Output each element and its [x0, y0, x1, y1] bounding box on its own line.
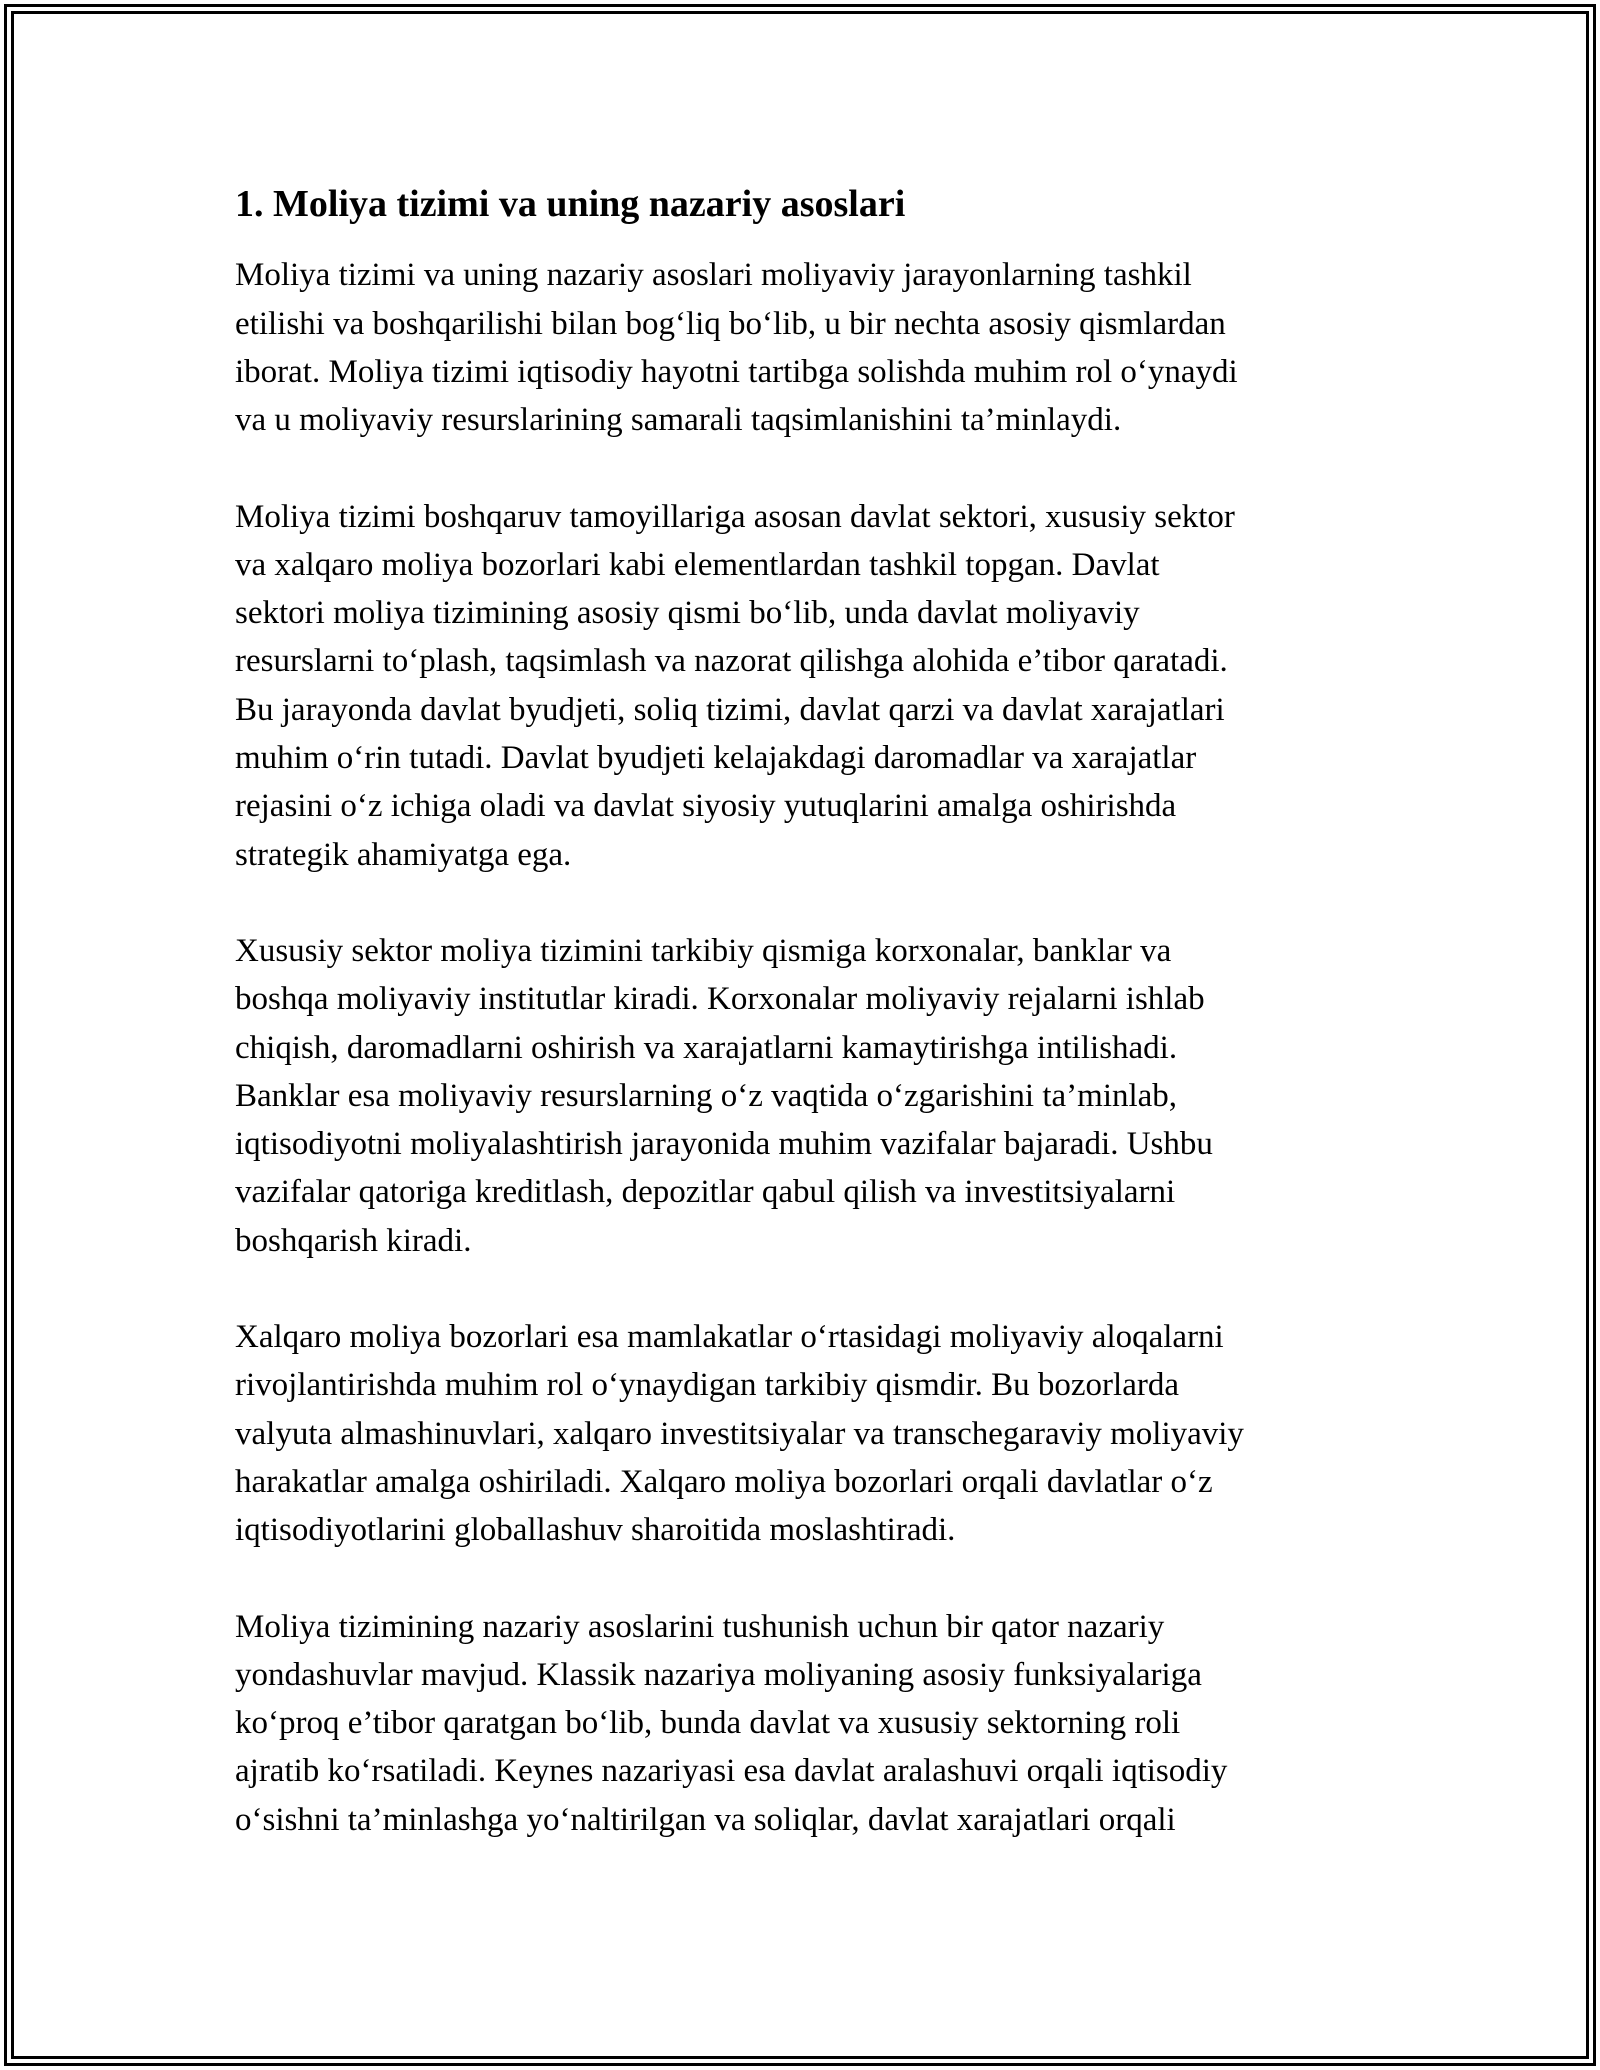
paragraph-2 [235, 493, 1365, 879]
text-line: iqtisodiyotni moliyalashtirish jarayonida muhim vazifalar bajaradi. Ushbu [235, 1126, 1213, 1163]
text-line: sektori moliya tizimining asosiy qismi bo‘lib, unda davlat moliyaviy [235, 595, 1140, 632]
text-line: valyuta almashinuvlari, xalqaro investitsiyalar va transchegaraviy moliyaviy [235, 1415, 1244, 1452]
text-line: Xususiy sektor moliya tizimini tarkibiy qismiga korxonalar, banklar va [235, 932, 1172, 969]
text-line: etilishi va boshqarilishi bilan bog‘liq bo‘lib, u bir nechta asosiy qismlardan [235, 305, 1226, 342]
text-line: Moliya tizimi va uning nazariy asoslari moliyaviy jarayonlarning tashkil [235, 257, 1192, 294]
text-line: boshqa moliyaviy institutlar kiradi. Korxonalar moliyaviy rejalarni ishlab [235, 981, 1205, 1018]
text-line: Xalqaro moliya bozorlari esa mamlakatlar o‘rtasidagi moliyaviy aloqalarni [235, 1319, 1224, 1356]
text-line: iqtisodiyotlarini globallashuv sharoitida moslashtiradi. [235, 1512, 956, 1549]
text-line: va xalqaro moliya bozorlari kabi elementlardan tashkil topgan. Davlat [235, 546, 1160, 583]
text-line: chiqish, daromadlarni oshirish va xarajatlarni kamaytirishga intilishadi. [235, 1029, 1178, 1066]
text-line: iborat. Moliya tizimi iqtisodiy hayotni tartibga solishda muhim rol o‘ynaydi [235, 353, 1238, 390]
section-heading: 1. Moliya tizimi va uning nazariy asoslari [235, 183, 906, 225]
text-line: Banklar esa moliyaviy resurslarning o‘z vaqtida o‘zgarishini ta’minlab, [235, 1077, 1178, 1114]
paragraph-4 [235, 1313, 1365, 1554]
text-line: vazifalar qatoriga kreditlash, depozitlar qabul qilish va investitsiyalarni [235, 1174, 1176, 1211]
text-line: yondashuvlar mavjud. Klassik nazariya moliyaning asosiy funksiyalariga [235, 1656, 1202, 1693]
text-line: rejasini o‘z ichiga oladi va davlat siyosiy yutuqlarini amalga oshirishda [235, 788, 1177, 825]
text-line: rivojlantirishda muhim rol o‘ynaydigan tarkibiy qismdir. Bu bozorlarda [235, 1367, 1179, 1404]
text-line: muhim o‘rin tutadi. Davlat byudjeti kelajakdagi daromadlar va xarajatlar [235, 740, 1197, 777]
text-line: va u moliyaviy resurslarining samarali taqsimlanishini ta’minlaydi. [235, 402, 1122, 439]
text-line: resurslarni to‘plash, taqsimlash va nazorat qilishga alohida e’tibor qaratadi. [235, 643, 1228, 680]
text-line: boshqarish kiradi. [235, 1222, 472, 1259]
text-line: o‘sishni ta’minlashga yo‘naltirilgan va soliqlar, davlat xarajatlari orqali [235, 1801, 1176, 1838]
text-line: Moliya tizimi boshqaruv tamoyillariga asosan davlat sektori, xususiy sektor [235, 498, 1235, 535]
document-body [235, 180, 1365, 1892]
paragraph-3 [235, 927, 1365, 1265]
paragraph-1 [235, 251, 1365, 444]
paragraph-5 [235, 1603, 1365, 1844]
text-line: strategik ahamiyatga ega. [235, 836, 572, 873]
text-line: ko‘proq e’tibor qaratgan bo‘lib, bunda davlat va xususiy sektorning roli [235, 1705, 1181, 1742]
text-line: harakatlar amalga oshiriladi. Xalqaro moliya bozorlari orqali davlatlar o‘z [235, 1463, 1213, 1500]
text-line: ajratib ko‘rsatiladi. Keynes nazariyasi esa davlat aralashuvi orqali iqtisodiy [235, 1753, 1228, 1790]
text-line: Moliya tizimining nazariy asoslarini tushunish uchun bir qator nazariy [235, 1608, 1165, 1645]
text-line: Bu jarayonda davlat byudjeti, soliq tizimi, davlat qarzi va davlat xarajatlari [235, 691, 1225, 728]
